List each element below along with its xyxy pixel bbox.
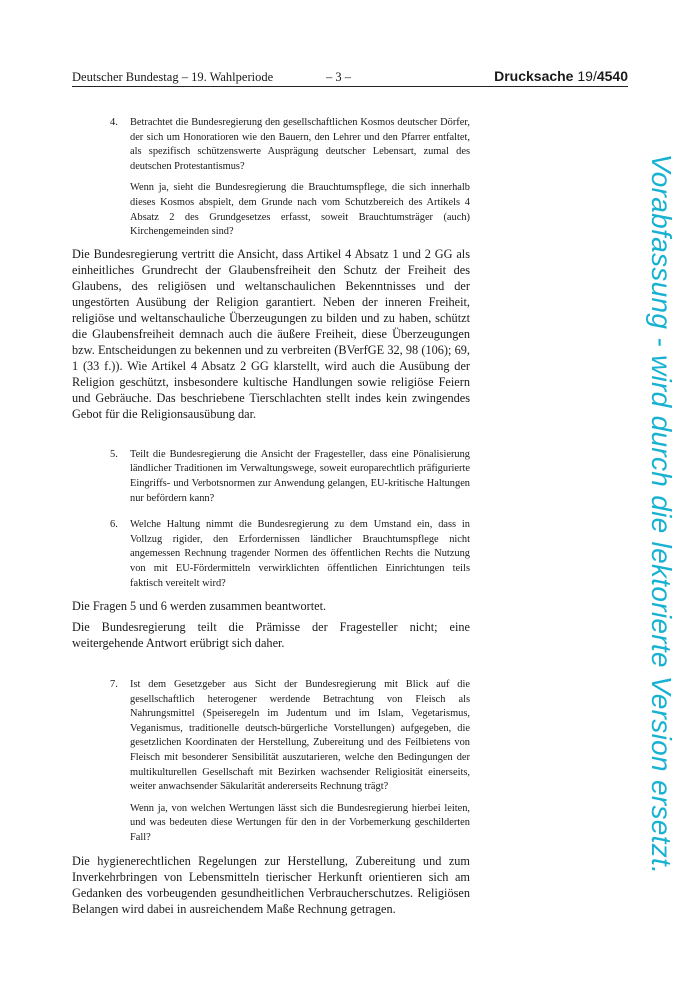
document-body	[72, 116, 470, 917]
header-document-id	[494, 68, 628, 84]
watermark-text: Vorabfassung - wird durch die lektorierte Version ersetzt.	[646, 153, 677, 875]
answer-5-6-intro: Die Fragen 5 und 6 werden zusammen beantwortet.	[72, 599, 327, 614]
question-number: 5.	[110, 448, 118, 460]
header-doc-label: Drucksache	[494, 68, 574, 84]
question-subtext: Wenn ja, von welchen Wertungen lässt sich die Bundesregierung hierbei leiten, und was bedeuten diese Wertungen für den in der Vorbemerkung geschilderten Fall?	[130, 802, 470, 844]
question-text: Teilt die Bundesregierung die Ansicht der Fragesteller, dass eine Pönalisierung ländlicher Traditionen im Verwaltungswege, soweit europarechtlich präfigurierte Eingriffs- und Verbotsnormen zur Anwendung gelangen, EU-kritische Haltungen nur befördern kann?	[130, 448, 470, 504]
header-parliament: Deutscher Bundestag – 19. Wahlperiode	[72, 70, 274, 84]
answer-4: Die Bundesregierung vertritt die Ansicht, dass Artikel 4 Absatz 1 und 2 GG als einheitliches Grundrecht der Glaubensfreiheit den Schutz der Freiheit des Glaubens, des religiösen und weltanschaulichen Bekenntnisses und der ungestörten Ausübung der Religion garantiert. Neben der inneren Freiheit, religiöse und weltanschauliche Überzeugungen zu bilden und zu haben, schützt die Glaubensfreiheit demnach auch die äußere Freiheit, diese Überzeugungen bzw. Entscheidungen zu bekennen und zu verbreiten (BVerfGE 32, 98 (106); 69, 1 (33 f.)). Wie Artikel 4 Absatz 2 GG klarstellt, wird auch die Ausübung der Religion geschützt, insbesondere kultische Handlungen sowie religiöse Feiern und Gebräuche. Das beschriebene Tierschlachten stellt indes kein zwingendes Gebot für die Religionsausübung dar.	[72, 246, 470, 421]
header-page-number: – 3 –	[326, 70, 351, 84]
question-number: 6.	[110, 519, 118, 531]
question-4	[72, 116, 470, 240]
question-text: Ist dem Gesetzgeber aus Sicht der Bundesregierung mit Blick auf die gesellschaftlich heterogener werdende Betrachtung von Fleisch als Nahrungsmittel (Speiseregeln im Judentum und im Islam, Vegetarismus, Veganismus, traditionelle deutsch-bürgerliche Vorstellungen) aufgegeben, die gesetzlichen Koordinaten der Herstellung, Zubereitung und des Feilbietens von Fleisch mit besonderer Sensibilität auszutarieren, welche den Bedingungen der multikulturellen Gesellschaft mit Bezirken wachsender Religiosität einerseits, weiter anwachsender Säkularität andererseits Rechnung trägt?	[130, 679, 470, 793]
header-rule	[72, 86, 628, 87]
question-7	[72, 678, 470, 846]
draft-watermark	[646, 120, 676, 908]
question-text: Welche Haltung nimmt die Bundesregierung zu dem Umstand ein, dass in Vollzug rigider, den Erfordernissen ländlicher Brauchtumspflege nicht angemessen Rechnung tragender Normen des öffentlichen Rechts die Nutzung von mit EU-Fördermitteln verwirklichten öffentlichen Einrichtungen teils faktisch vereitelt wird?	[130, 519, 470, 589]
header-doc-prefix: 19/	[577, 68, 597, 84]
answer-7: Die hygienerechtlichen Regelungen zur Herstellung, Zubereitung und zum Inverkehrbringen von Lebensmitteln tierischer Herkunft orientieren sich am Gedanken des vorbeugenden gesundheitlichen Verbraucherschutzes. Religiösen Belangen wird dabei in ausreichendem Maße Rechnung getragen.	[72, 853, 470, 916]
question-number: 4.	[110, 117, 118, 128]
header-doc-number: 4540	[596, 68, 628, 84]
answer-5-6: Die Bundesregierung teilt die Prämisse der Fragesteller nicht; eine weitergehende Antwort erübrigt sich daher.	[72, 620, 470, 651]
question-subtext: Wenn ja, sieht die Bundesregierung die Brauchtumspflege, die sich innerhalb dieses Kosmos abspielt, dem Grunde nach vom Schutzbereich des Artikels 4 Absatz 2 des Grundgesetzes erfasst, soweit Brauchtumsträger (auch) Kirchengemeinden sind?	[130, 182, 470, 238]
question-5	[72, 448, 470, 506]
question-number: 7.	[110, 679, 118, 691]
question-6	[72, 518, 470, 591]
question-text: Betrachtet die Bundesregierung den gesellschaftlichen Kosmos deutscher Dörfer, der sich um Honoratioren wie den Bauern, den Lehrer und den Pfarrer entfaltet, als spezifisch schützenswerte Ausprägung deutscher Lebensart, zumal des deutschen Protestantismus?	[130, 117, 470, 172]
